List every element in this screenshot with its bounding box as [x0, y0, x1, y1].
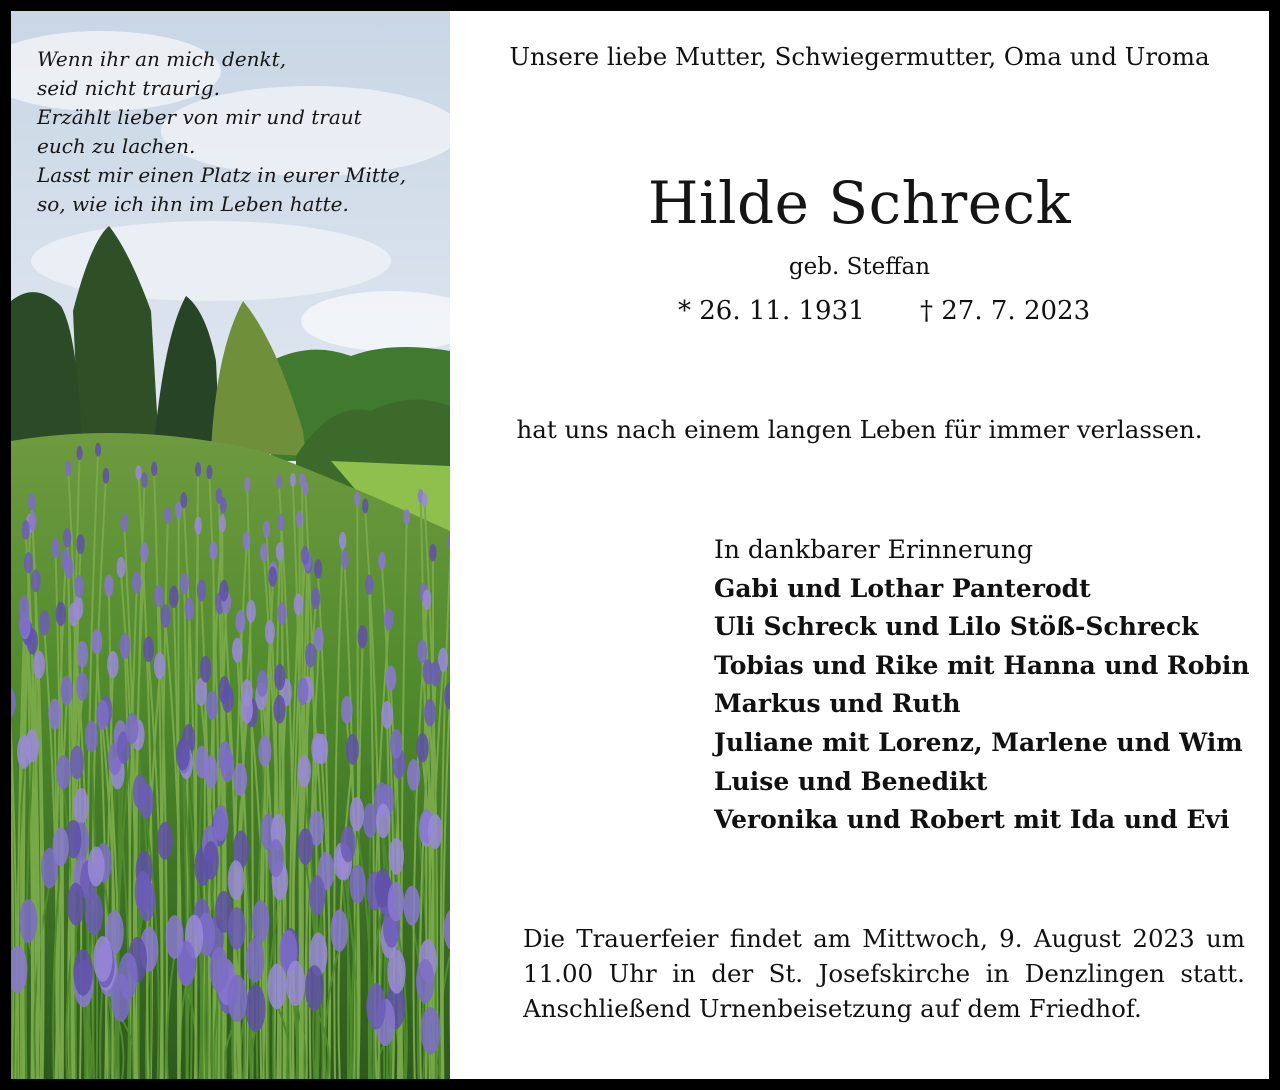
lavender-bloom: [268, 566, 277, 587]
lavender-bloom: [430, 661, 441, 686]
lavender-bloom: [39, 610, 50, 635]
lavender-bloom: [154, 584, 164, 607]
lavender-bloom: [195, 746, 209, 779]
lavender-bloom: [76, 534, 85, 554]
lavender-bloom: [341, 696, 353, 724]
lavender-bloom: [154, 652, 165, 679]
lavender-bloom: [76, 672, 88, 701]
lavender-bloom: [203, 841, 219, 880]
lavender-bloom: [389, 838, 404, 875]
lavender-bloom: [305, 643, 315, 668]
service-line: [523, 956, 1245, 991]
lavender-bloom: [48, 699, 61, 730]
lavender-bloom: [354, 491, 360, 506]
lavender-bloom: [107, 651, 119, 678]
lavender-bloom: [176, 738, 190, 770]
mourner-family: Markus und Ruth: [714, 689, 961, 719]
lavender-bloom: [91, 629, 102, 655]
lavender-bloom: [233, 763, 247, 796]
lavender-bloom: [228, 907, 246, 950]
lavender-bloom: [243, 531, 251, 550]
lavender-bloom: [428, 814, 443, 849]
lavender-bloom: [56, 755, 70, 789]
service-word: findet: [729, 924, 802, 953]
lavender-bloom: [365, 575, 373, 595]
lavender-bloom: [349, 865, 365, 904]
lavender-bloom: [340, 826, 355, 863]
lavender-bloom: [388, 882, 405, 922]
lavender-bloom: [350, 797, 364, 831]
lavender-bloom: [17, 735, 31, 769]
lavender-bloom: [197, 580, 206, 602]
lavender-bloom: [416, 733, 428, 763]
lavender-bloom: [220, 497, 227, 514]
lavender-bloom: [60, 676, 72, 705]
lavender-bloom: [276, 542, 284, 561]
service-word: in: [985, 959, 1010, 988]
lavender-bloom: [358, 625, 368, 648]
lavender-bloom: [70, 746, 84, 780]
service-word: St.: [768, 959, 804, 988]
service-word: 2023: [1132, 924, 1195, 953]
service-word: Anschließend Urnenbeisetzung auf dem Friedhof.: [523, 994, 1142, 1023]
lavender-bloom: [143, 636, 154, 662]
lavender-bloom: [378, 552, 386, 570]
lavender-bloom: [314, 559, 322, 578]
lavender-bloom: [184, 597, 194, 620]
mourner-family: Luise und Benedikt: [714, 766, 988, 796]
birth-name: geb. Steffan: [788, 254, 931, 280]
poem-line: euch zu lachen.: [37, 134, 196, 158]
service-word: Trauerfeier: [576, 924, 719, 953]
lavender-bloom: [151, 462, 157, 477]
lavender-bloom: [273, 695, 285, 724]
lavender-bloom: [422, 492, 428, 506]
lavender-bloom: [103, 468, 110, 484]
poem-line: so, wie ich ihn im Leben hatte.: [37, 192, 349, 216]
lavender-bloom: [277, 602, 287, 625]
lavender-bloom: [421, 1007, 441, 1054]
lavender-bloom: [96, 700, 109, 730]
lavender-bloom: [387, 950, 405, 994]
lavender-bloom: [404, 886, 421, 926]
lavender-bloom: [95, 443, 101, 457]
lavender-bloom: [219, 580, 228, 602]
lavender-bloom: [180, 492, 187, 508]
lavender-bloom: [33, 651, 45, 679]
mourner-family: Tobias und Rike mit Hanna und Robin: [714, 650, 1250, 680]
lavender-bloom: [63, 528, 71, 548]
lavender-bloom: [376, 803, 391, 838]
lavender-bloom: [164, 507, 171, 525]
lavender-bloom: [161, 604, 171, 628]
lavender-bloom: [51, 538, 60, 558]
lavender-bloom: [244, 477, 250, 492]
lavender-bloom: [236, 610, 246, 633]
lavender-bloom: [135, 871, 152, 912]
lavender-bloom: [19, 899, 37, 943]
lavender-bloom: [200, 656, 211, 683]
lavender-bloom: [339, 532, 347, 550]
lavender-bloom: [297, 755, 311, 787]
mourners-list: [714, 531, 1250, 840]
lavender-bloom: [120, 514, 128, 532]
passing-message: hat uns nach einem langen Leben für immer verlassen.: [516, 415, 1203, 444]
lavender-bloom: [241, 679, 253, 707]
deceased-name: Hilde Schreck: [647, 169, 1072, 237]
lavender-bloom: [22, 520, 30, 539]
lavender-bloom: [346, 734, 359, 765]
obituary-card: [11, 11, 1269, 1079]
lavender-bloom: [403, 509, 410, 525]
lavender-bloom: [219, 515, 226, 533]
lavender-bloom: [294, 593, 303, 615]
lavender-bloom: [180, 573, 189, 595]
lavender-bloom: [228, 975, 248, 1022]
lavender-bloom: [88, 846, 105, 886]
lavender-bloom: [385, 665, 396, 691]
lavender-bloom: [67, 883, 85, 926]
lavender-bloom: [132, 571, 141, 593]
lavender-bloom: [118, 953, 137, 1000]
mourner-family: Uli Schreck und Lilo Stöß-Schreck: [714, 612, 1199, 642]
lavender-bloom: [31, 569, 41, 592]
lavender-bloom: [140, 542, 149, 562]
lavender-bloom: [117, 557, 126, 578]
lavender-stem: [357, 502, 358, 1079]
death-date: † 27. 7. 2023: [920, 296, 1091, 326]
lavender-bloom: [390, 729, 403, 759]
lavender-bloom: [85, 892, 103, 935]
lavender-bloom: [309, 875, 326, 915]
lavender-bloom: [157, 822, 173, 860]
lavender-bloom: [314, 627, 324, 651]
lavender-bloom: [422, 589, 431, 610]
lavender-bloom: [341, 550, 349, 569]
lavender-bloom: [210, 947, 229, 993]
lavender-bloom: [232, 638, 243, 663]
notice-text: [450, 11, 1269, 1079]
lavender-bloom: [362, 498, 368, 513]
lavender-bloom: [56, 602, 66, 627]
lavender-bloom: [125, 713, 138, 744]
lavender-bloom: [165, 915, 183, 959]
poem: [37, 45, 442, 219]
lavender-bloom: [213, 805, 228, 841]
lavender-bloom: [286, 960, 305, 1006]
lavender-bloom: [120, 633, 131, 659]
lavender-bloom: [299, 473, 305, 487]
lavender-bloom: [298, 828, 313, 865]
lavender-bloom: [28, 493, 36, 511]
service-word: der: [711, 959, 754, 988]
lavender-bloom: [277, 514, 284, 531]
lavender-bloom: [260, 543, 268, 562]
mourner-family: Veronika und Robert mit Ida und Evi: [714, 805, 1230, 835]
service-word: statt.: [1180, 959, 1245, 988]
lavender-bloom: [276, 474, 282, 488]
service-word: Die: [523, 924, 565, 953]
lavender-bloom: [73, 788, 88, 824]
service-word: 9.: [999, 924, 1023, 953]
lavender-bloom: [77, 641, 88, 668]
lavender-bloom: [263, 520, 270, 537]
intro-line: Unsere liebe Mutter, Schwiegermutter, Oma und Uroma: [509, 42, 1210, 71]
lavender-bloom: [169, 586, 178, 608]
poem-line: Erzählt lieber von mir und traut: [37, 105, 362, 129]
lavender-bloom: [73, 596, 83, 620]
mourners-heading: In dankbarer Erinnerung: [714, 535, 1033, 564]
lavender-bloom: [141, 472, 148, 488]
lavender-bloom: [61, 548, 70, 569]
lavender-bloom: [246, 600, 256, 623]
service-word: in: [672, 959, 696, 988]
lavender-bloom: [315, 734, 328, 765]
lavender-bloom: [363, 803, 378, 838]
service-word: Uhr: [608, 959, 657, 988]
lavender-bloom: [297, 678, 309, 705]
lavender-bloom: [104, 575, 113, 597]
lavender-bloom: [195, 462, 201, 476]
service-line: [523, 991, 1245, 1026]
lavender-bloom: [257, 670, 268, 697]
service-word: 11.00: [523, 959, 594, 988]
lavender-bloom: [228, 860, 245, 900]
lavender-bloom: [311, 588, 320, 610]
poem-line: Lasst mir einen Platz in eurer Mitte,: [37, 163, 407, 187]
lavender-bloom: [209, 541, 217, 560]
mourner-family: Juliane mit Lorenz, Marlene und Wim: [714, 727, 1243, 757]
lavender-bloom: [65, 461, 72, 476]
lavender-bloom: [265, 620, 275, 644]
lavender-bloom: [24, 552, 33, 574]
lavender-bloom: [73, 949, 92, 996]
lavender-bloom: [416, 959, 435, 1003]
lavender-field-photo: [11, 11, 450, 1079]
lavender-bloom: [218, 741, 231, 773]
service-word: um: [1205, 924, 1245, 953]
lavender-bloom: [93, 936, 112, 982]
lavender-bloom: [305, 965, 324, 1011]
lavender-bloom: [258, 735, 271, 767]
lavender-bloom: [19, 611, 30, 637]
service-word: August: [1033, 924, 1122, 953]
lavender-bloom: [206, 465, 212, 479]
lavender-bloom: [133, 774, 148, 809]
lavender-bloom: [384, 608, 393, 630]
service-word: Josefskirche: [818, 959, 971, 988]
lavender-bloom: [206, 691, 218, 720]
lavender-bloom: [417, 640, 427, 664]
lavender-bloom: [407, 759, 420, 790]
lavender-bloom: [268, 839, 284, 877]
funeral-service-info: [523, 921, 1245, 1026]
lavender-bloom: [246, 938, 265, 983]
lavender-bloom: [424, 699, 436, 727]
lavender-bloom: [381, 701, 393, 729]
lavender-bloom: [331, 910, 349, 952]
lavender-bloom: [218, 676, 230, 704]
lavender-bloom: [252, 900, 270, 942]
service-word: am: [813, 924, 851, 953]
lavender-bloom: [429, 544, 436, 562]
lavender-bloom: [135, 465, 141, 480]
service-word: Denzlingen: [1024, 959, 1165, 988]
poem-line: Wenn ihr an mich denkt,: [37, 47, 287, 71]
lavender-bloom: [194, 517, 202, 535]
poem-line: seid nicht traurig.: [37, 76, 220, 100]
lavender-bloom: [366, 983, 385, 1029]
lavender-bloom: [246, 984, 266, 1032]
mourner-family: Gabi und Lothar Panterodt: [714, 573, 1091, 603]
birth-date: * 26. 11. 1931: [678, 296, 865, 326]
lavender-bloom: [274, 664, 285, 691]
lavender-bloom: [301, 546, 309, 565]
lavender-bloom: [85, 721, 98, 753]
lavender-bloom: [76, 446, 82, 460]
lavender-bloom: [290, 473, 296, 487]
lavender-bloom: [74, 575, 84, 598]
lavender-bloom: [296, 511, 303, 528]
lavender-bloom: [29, 512, 37, 531]
service-line: [523, 921, 1245, 956]
lavender-bloom: [267, 964, 286, 1010]
lavender-bloom: [52, 827, 68, 866]
service-word: Mittwoch,: [862, 924, 988, 953]
